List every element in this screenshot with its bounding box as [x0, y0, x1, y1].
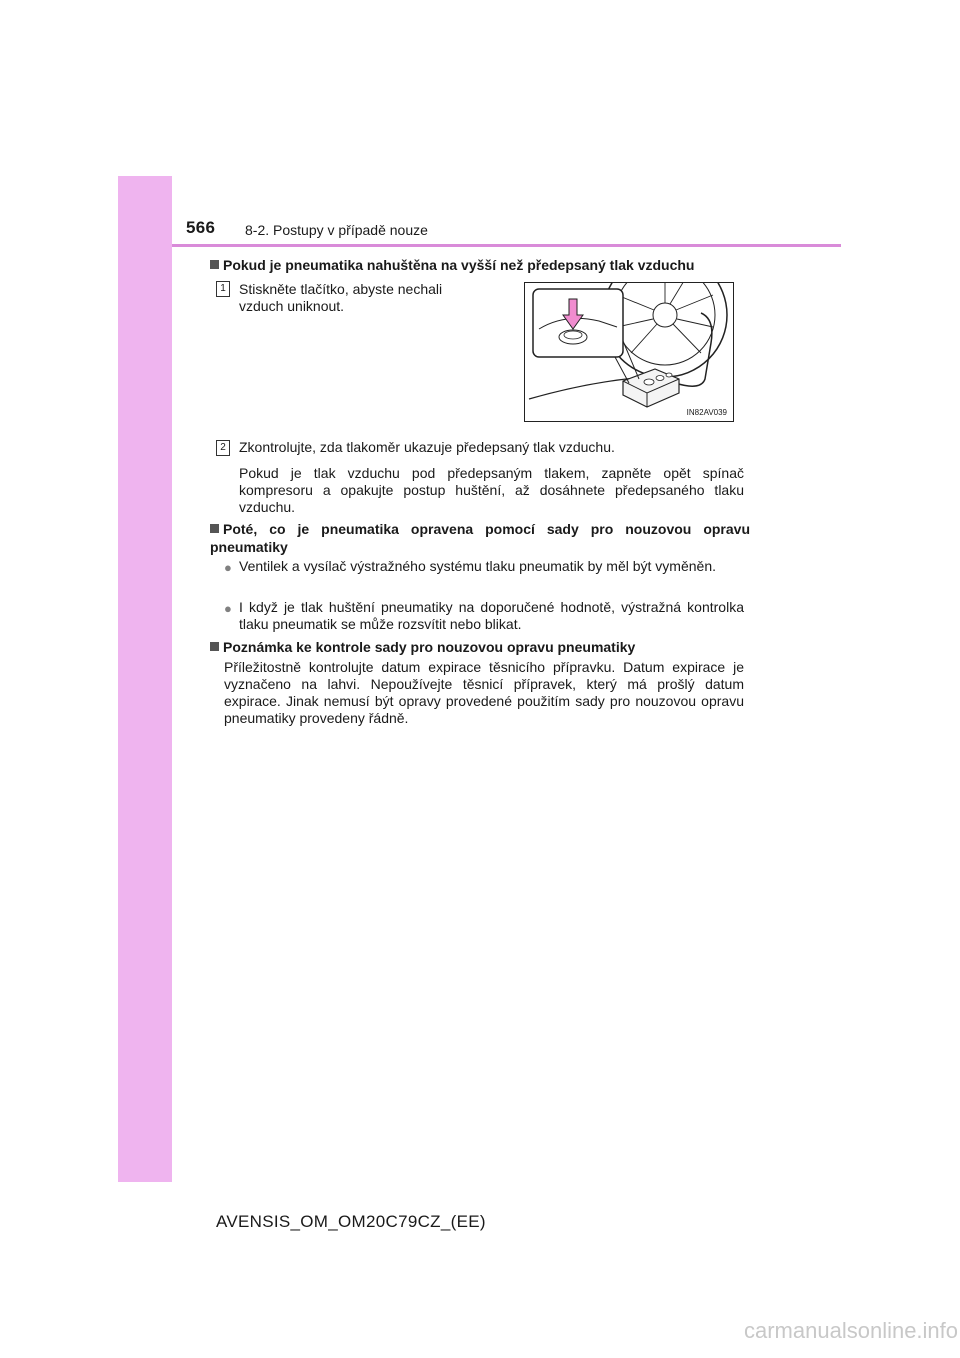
header-rule: [172, 244, 841, 247]
tire-repair-illustration: [524, 282, 734, 422]
heading-text: Poznámka ke kontrole sady pro nouzovou opravu pneumatiky: [223, 639, 636, 655]
square-bullet-icon: [210, 260, 219, 269]
step-number-1: 1: [216, 281, 230, 297]
circle-bullet-icon: ●: [224, 601, 232, 616]
watermark: carmanualsonline.info: [744, 1318, 959, 1343]
heading-text: Poté, co je pneumatika opravena pomocí sady pro nouzovou opravu pneumatiky: [210, 521, 750, 555]
step-2-note: Pokud je tlak vzduchu pod předepsaným tlakem, zapněte opět spínač kompresoru a opakujte postup huštění, až dosáhnete předepsaného tlaku vzduchu.: [239, 465, 744, 515]
page-number: 566: [186, 218, 216, 237]
kit-check-text: Příležitostně kontrolujte datum expirace těsnicího přípravku. Datum expirace je vyznačeno na lahvi. Nepoužívejte těsnicí přípravek, který má prošlý datum expirace. Jinak nemusí být opravy provedené použitím sady pro nouzovou opravu pneumatiky provedeny řádně.: [224, 659, 744, 726]
compressor-release-illustration: [525, 283, 733, 421]
heading-kit-check: [210, 638, 750, 656]
circle-bullet-icon: ●: [224, 560, 232, 575]
sidebar-tab: [118, 176, 172, 1182]
section-title: 8-2. Postupy v případě nouze: [245, 222, 428, 238]
square-bullet-icon: [210, 642, 219, 651]
bullet-valve-text: Ventilek a vysílač výstražného systému tlaku pneumatik by měl být vyměněn.: [239, 558, 716, 574]
heading-text: Pokud je pneumatika nahuštěna na vyšší než předepsaný tlak vzduchu: [223, 257, 695, 273]
heading-overinflated: [210, 256, 770, 274]
footer-doc-id: AVENSIS_OM_OM20C79CZ_(EE): [216, 1212, 486, 1231]
square-bullet-icon: [210, 524, 219, 533]
heading-after-repair: [210, 520, 750, 556]
step-number-2: 2: [216, 440, 230, 456]
step-1-text: Stiskněte tlačítko, abyste nechali vzduch uniknout.: [239, 281, 443, 314]
step-2-text: Zkontrolujte, zda tlakoměr ukazuje předepsaný tlak vzduchu.: [239, 439, 615, 455]
figure-code: IN82AV039: [686, 408, 727, 417]
bullet-warning-light-text: I když je tlak huštění pneumatiky na doporučené hodnotě, výstražná kontrolka tlaku pneumatik se může rozsvítit nebo blikat.: [239, 599, 744, 632]
